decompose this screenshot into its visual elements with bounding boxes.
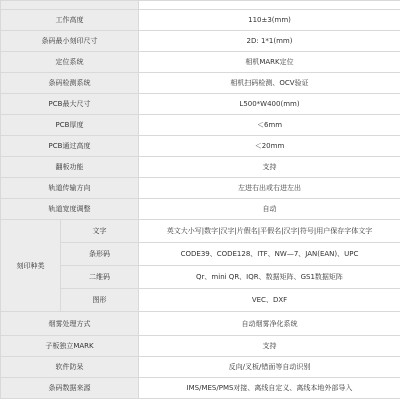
row-label: 条码检测系统 <box>1 73 139 94</box>
marking-sub-value: Qr、mini QR、IQR、数据矩阵、GS1数据矩阵 <box>139 266 400 289</box>
row-value: ＜20mm <box>139 136 400 157</box>
row-value: IMS/MES/PMS对接、离线自定义、离线本地外部导入 <box>139 378 400 399</box>
table-row <box>1 136 400 157</box>
marking-sub-label: 文字 <box>61 220 139 243</box>
table-row <box>1 336 400 357</box>
marking-sub-value: VEC、DXF <box>139 289 400 312</box>
table-row <box>1 357 400 378</box>
table-row <box>1 199 400 220</box>
row-value: 支持 <box>139 157 400 178</box>
row-value: 左进右出或右进左出 <box>139 178 400 199</box>
marking-sub-label: 二维码 <box>61 266 139 289</box>
table-row <box>1 115 400 136</box>
marking-sub-label: 图形 <box>61 289 139 312</box>
row-value: L500*W400(mm) <box>139 94 400 115</box>
row-label: 工作高度 <box>1 10 139 31</box>
row-label: 软件防呆 <box>1 357 139 378</box>
row-label: 子板独立MARK <box>1 336 139 357</box>
marking-sub-value: CODE39、CODE128、ITF、NW—7、JAN(EAN)、UPC <box>139 243 400 266</box>
row-label: PCB通过高度 <box>1 136 139 157</box>
marking-sub-value: 英文大小写|数字|汉字|片假名|平假名|汉字|符号|用户保存字体文字 <box>139 220 400 243</box>
row-value <box>139 1 400 10</box>
row-label <box>1 1 139 10</box>
marking-group-label: 刻印种类 <box>1 220 61 312</box>
table-row <box>1 94 400 115</box>
table-row <box>1 31 400 52</box>
table-row <box>1 266 400 289</box>
row-value: 相机MARK定位 <box>139 52 400 73</box>
row-label: 定位系统 <box>1 52 139 73</box>
table-row <box>1 289 400 312</box>
row-value: ＜6mm <box>139 115 400 136</box>
table-row <box>1 378 400 399</box>
row-label: PCB厚度 <box>1 115 139 136</box>
table-row <box>1 243 400 266</box>
table-row <box>1 52 400 73</box>
row-label: 烟雾处理方式 <box>1 312 139 336</box>
row-value: 自动 <box>139 199 400 220</box>
row-label: 轨道宽度调整 <box>1 199 139 220</box>
table-row <box>1 312 400 336</box>
table-row <box>1 220 400 243</box>
row-value: 自动烟雾净化系统 <box>139 312 400 336</box>
table-row <box>1 178 400 199</box>
table-row <box>1 157 400 178</box>
table-row <box>1 1 400 10</box>
table-row <box>1 10 400 31</box>
row-value: 110±3(mm) <box>139 10 400 31</box>
row-value: 反向/叉板/错面等自动识别 <box>139 357 400 378</box>
row-label: 条码最小刻印尺寸 <box>1 31 139 52</box>
row-label: 条码数据来源 <box>1 378 139 399</box>
row-value: 相机扫码检测、OCV验证 <box>139 73 400 94</box>
row-value: 支持 <box>139 336 400 357</box>
row-label: 翻板功能 <box>1 157 139 178</box>
table-row <box>1 73 400 94</box>
row-label: 轨道传输方向 <box>1 178 139 199</box>
row-label: PCB最大尺寸 <box>1 94 139 115</box>
row-value: 2D: 1*1(mm) <box>139 31 400 52</box>
marking-sub-label: 条形码 <box>61 243 139 266</box>
